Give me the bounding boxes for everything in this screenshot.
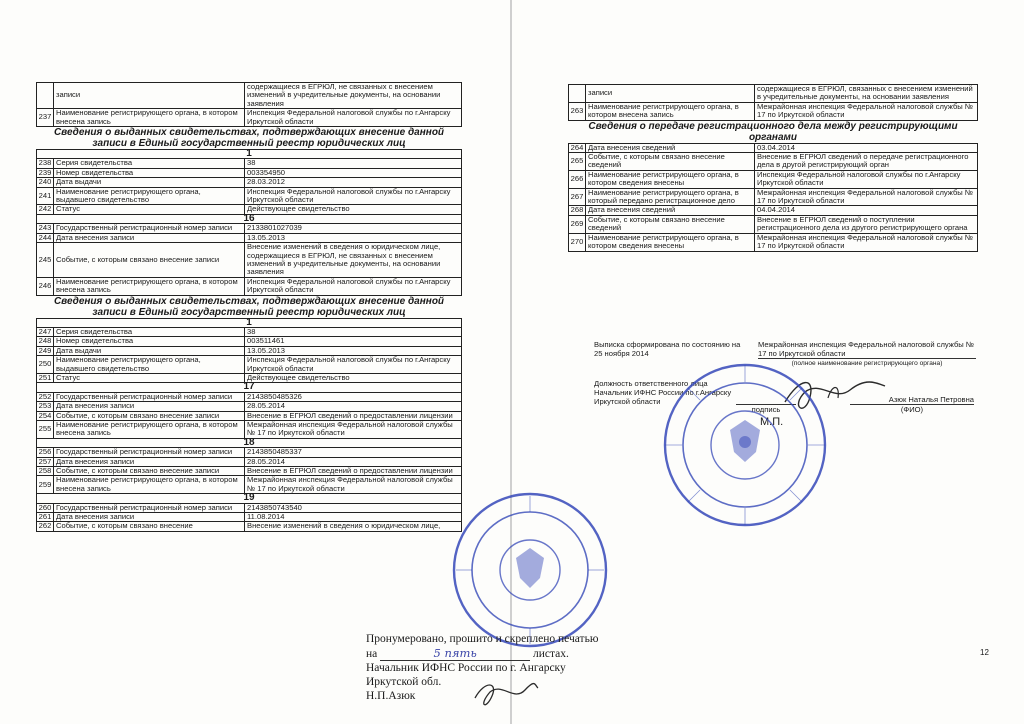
row-number: 259 (37, 476, 54, 494)
row-number: 257 (37, 457, 54, 466)
subsection-number: 1 (37, 318, 462, 327)
row-value: Внесение в ЕГРЮЛ сведений о передаче регистрационного дела в другой регистрирующий орган (755, 153, 978, 171)
row-value: 04.04.2014 (755, 206, 978, 215)
section-number-19: 19 (37, 494, 462, 503)
row-label: Событие, с которым связано внесение сведений (586, 153, 755, 171)
row-label: Дата внесения сведений (586, 206, 755, 215)
row-label: Дата внесения записи (54, 402, 245, 411)
signature-mark-footer (470, 678, 540, 708)
mp-label: М.П. (760, 416, 784, 428)
row-value: Действующее свидетельство (245, 373, 462, 382)
row-value: содержащиеся в ЕГРЮЛ, связанных с внесением изменений в учредительные документы, на основании заявления (755, 85, 978, 103)
row-label: Наименование регистрирующего органа, выдавшего свидетельство (54, 187, 245, 205)
row-number: 246 (37, 277, 54, 295)
person-name: Азюк Наталья Петровна (888, 395, 974, 404)
binding-sheets: листах. (533, 648, 569, 660)
official-seal-stamp-right (660, 360, 830, 530)
table-row (37, 448, 462, 457)
table-row (37, 178, 462, 187)
section-number-17: 17 (37, 383, 462, 392)
row-number: 251 (37, 373, 54, 382)
row-label: Дата внесения записи (54, 513, 245, 522)
table-row (569, 206, 978, 215)
table-row (37, 187, 462, 205)
row-number: 261 (37, 513, 54, 522)
row-value: Инспекция Федеральной налоговой службы по г.Ангарску Иркутской области (245, 356, 462, 374)
row-label: Номер свидетельства (54, 337, 245, 346)
row-label: Дата внесения записи (54, 233, 245, 242)
position-line-2: Начальник ИФНС России по г.Ангарску (594, 388, 732, 397)
row-value: Инспекция Федеральной налоговой службы по г.Ангарску Иркутской области (755, 170, 978, 188)
row-label: Дата выдачи (54, 178, 245, 187)
row-value: 13.05.2013 (245, 233, 462, 242)
row-label: Событие, с которым связано внесение записи (54, 467, 245, 476)
row-value: Инспекция Федеральной налоговой службы по г.Ангарску Иркутской области (245, 187, 462, 205)
right-register-table (568, 84, 978, 252)
row-label: Серия свидетельства (54, 159, 245, 168)
row-number: 258 (37, 467, 54, 476)
row-label: Номер свидетельства (54, 168, 245, 177)
fio-caption: (ФИО) (850, 404, 974, 414)
row-value: Межрайонная инспекция Федеральной налоговой службы № 17 по Иркутской области (245, 476, 462, 494)
table-row (569, 233, 978, 251)
table-row (37, 243, 462, 278)
row-number: 268 (569, 206, 586, 215)
row-value: 28.03.2012 (245, 178, 462, 187)
extract-label: Выписка сформирована по состоянию на (594, 340, 741, 349)
extract-label-block (594, 340, 754, 358)
row-value: Внесение изменений в сведения о юридическом лице, содержащиеся в ЕГРЮЛ, не связанных с внесением изменений в учредительные документы, на основании заявления (245, 243, 462, 278)
row-number: 240 (37, 178, 54, 187)
row-value: Внесение изменений в сведения о юридическом лице, (245, 522, 462, 531)
row-label: Наименование регистрирующего органа, в котором сведения внесены (586, 170, 755, 188)
section-number-18: 18 (37, 438, 462, 447)
row-number: 239 (37, 168, 54, 177)
table-row (37, 224, 462, 233)
row-number: 254 (37, 411, 54, 420)
row-number: 252 (37, 392, 54, 401)
row-number: 237 (37, 109, 54, 127)
row-label: Наименование регистрирующего органа, в котором внесена запись (54, 277, 245, 295)
left-register-table (36, 82, 462, 532)
row-number (37, 83, 54, 109)
section-heading-certificates: Сведения о выданных свидетельствах, подтверждающих внесение данной записи в Единый государственный реестр юридических лиц (53, 127, 445, 150)
row-number: 249 (37, 346, 54, 355)
row-value: 2143850743540 (245, 503, 462, 512)
extract-date: 25 ноября 2014 (594, 349, 649, 358)
row-value: 03.04.2014 (755, 143, 978, 152)
row-value: 38 (245, 327, 462, 336)
row-value: 2133801027039 (245, 224, 462, 233)
binding-count-handwritten: 5 пять (380, 646, 530, 661)
row-value: 11.08.2014 (245, 513, 462, 522)
row-label: Наименование регистрирующего органа, в котором внесена запись (54, 109, 245, 127)
row-number: 245 (37, 243, 54, 278)
row-number: 266 (569, 170, 586, 188)
row-number: 264 (569, 143, 586, 152)
binding-line-1: Пронумеровано, прошито и скреплено печатью (366, 633, 599, 645)
row-number: 248 (37, 337, 54, 346)
table-row (37, 522, 462, 531)
table-row (37, 277, 462, 295)
signature-caption: подпись (736, 404, 796, 414)
section-heading-transfer: Сведения о передаче регистрационного дела между регистрирующими органами (588, 120, 958, 143)
row-label: Статус (54, 373, 245, 382)
row-label: Наименование регистрирующего органа, выдавшего свидетельство (54, 356, 245, 374)
row-label: Дата внесения записи (54, 457, 245, 466)
binding-line-2 (366, 646, 636, 661)
row-value: содержащиеся в ЕГРЮЛ, не связанных с внесением изменений в учредительные документы, на основании заявления (245, 83, 462, 109)
row-label: Событие, с которым связано внесение (54, 522, 245, 531)
row-number: 269 (569, 215, 586, 233)
row-label: Серия свидетельства (54, 327, 245, 336)
row-label: записи (54, 83, 245, 109)
table-row (569, 102, 978, 120)
row-value: Межрайонная инспекция Федеральной налоговой службы № 17 по Иркутской области (755, 188, 978, 206)
table-row (37, 402, 462, 411)
authority-caption: (полное наименование регистрирующего органа) (791, 360, 943, 367)
table-row (569, 85, 978, 103)
table-row (569, 188, 978, 206)
row-label: Государственный регистрационный номер записи (54, 503, 245, 512)
row-number: 241 (37, 187, 54, 205)
row-value: 2143850485326 (245, 392, 462, 401)
row-number: 256 (37, 448, 54, 457)
authority-name: Межрайонная инспекция Федеральной налоговой службы № 17 по Иркутской области (758, 340, 975, 358)
binding-line-4: Иркутской обл. (366, 676, 442, 688)
table-row (569, 153, 978, 171)
page-number: 12 (980, 648, 989, 657)
row-value: Инспекция Федеральной налоговой службы по г.Ангарску Иркутской области (245, 277, 462, 295)
row-number: 247 (37, 327, 54, 336)
table-row (37, 109, 462, 127)
row-label: Событие, с которым связано внесение записи (54, 411, 245, 420)
row-number: 253 (37, 402, 54, 411)
row-number: 265 (569, 153, 586, 171)
table-row (37, 421, 462, 439)
row-label: записи (586, 85, 755, 103)
row-label: Наименование регистрирующего органа, в котором внесена запись (54, 421, 245, 439)
table-row (37, 337, 462, 346)
table-row (569, 170, 978, 188)
binding-line-3: Начальник ИФНС России по г. Ангарску (366, 662, 566, 674)
official-seal-stamp-center (450, 490, 610, 650)
row-label: Государственный регистрационный номер записи (54, 224, 245, 233)
row-number: 270 (569, 233, 586, 251)
row-number: 244 (37, 233, 54, 242)
position-line-1: Должность ответственного лица (594, 379, 708, 388)
table-row (37, 476, 462, 494)
row-label: Событие, с которым связано внесение сведений (586, 215, 755, 233)
row-label: Государственный регистрационный номер записи (54, 448, 245, 457)
table-row (569, 215, 978, 233)
row-label: Наименование регистрирующего органа, в котором сведения внесены (586, 233, 755, 251)
row-value: Внесение в ЕГРЮЛ сведений о предоставлении лицензии (245, 411, 462, 420)
row-value: Инспекция Федеральной налоговой службы по г.Ангарску Иркутской области (245, 109, 462, 127)
section-number-16: 16 (37, 214, 462, 223)
table-row (37, 356, 462, 374)
row-number: 255 (37, 421, 54, 439)
row-number: 238 (37, 159, 54, 168)
row-value: Внесение в ЕГРЮЛ сведений о предоставлении лицензии (245, 467, 462, 476)
row-value: Межрайонная инспекция Федеральной налоговой службы № 17 по Иркутской области (755, 233, 978, 251)
row-label: Дата выдачи (54, 346, 245, 355)
position-line-3: Иркутской области (594, 397, 661, 406)
row-number: 263 (569, 102, 586, 120)
row-number: 243 (37, 224, 54, 233)
row-value: 2143850485337 (245, 448, 462, 457)
row-label: Статус (54, 205, 245, 214)
subsection-number: 1 (37, 150, 462, 159)
row-value: Межрайонная инспекция Федеральной налоговой службы № 17 по Иркутской области (755, 102, 978, 120)
row-label: Государственный регистрационный номер записи (54, 392, 245, 401)
row-value: 13.05.2013 (245, 346, 462, 355)
row-value: 28.05.2014 (245, 402, 462, 411)
row-value: Межрайонная инспекция Федеральной налоговой службы № 17 по Иркутской области (245, 421, 462, 439)
row-value: 28.05.2014 (245, 457, 462, 466)
table-row (37, 159, 462, 168)
row-value: 003511461 (245, 337, 462, 346)
section-heading-certificates: Сведения о выданных свидетельствах, подтверждающих внесение данной записи в Единый государственный реестр юридических лиц (53, 295, 445, 318)
row-value: 003354950 (245, 168, 462, 177)
row-number (569, 85, 586, 103)
row-number: 267 (569, 188, 586, 206)
row-label: Событие, с которым связано внесение записи (54, 243, 245, 278)
row-label: Наименование регистрирующего органа, в котором внесена запись (54, 476, 245, 494)
row-label: Наименование регистрирующего органа, в котором внесена запись (586, 102, 755, 120)
row-value: Действующее свидетельство (245, 205, 462, 214)
binding-na: на (366, 648, 378, 660)
row-number: 242 (37, 205, 54, 214)
row-label: Дата внесения сведений (586, 143, 755, 152)
row-label: Наименование регистрирующего органа, в который передано регистрационное дело (586, 188, 755, 206)
table-row (37, 83, 462, 109)
row-number: 250 (37, 356, 54, 374)
row-number: 262 (37, 522, 54, 531)
row-value: 38 (245, 159, 462, 168)
binding-line-5: Н.П.Азюк (366, 690, 416, 702)
row-number: 260 (37, 503, 54, 512)
row-value: Внесение в ЕГРЮЛ сведений о поступлении регистрационного дела из другого регистрирующего органа (755, 215, 978, 233)
